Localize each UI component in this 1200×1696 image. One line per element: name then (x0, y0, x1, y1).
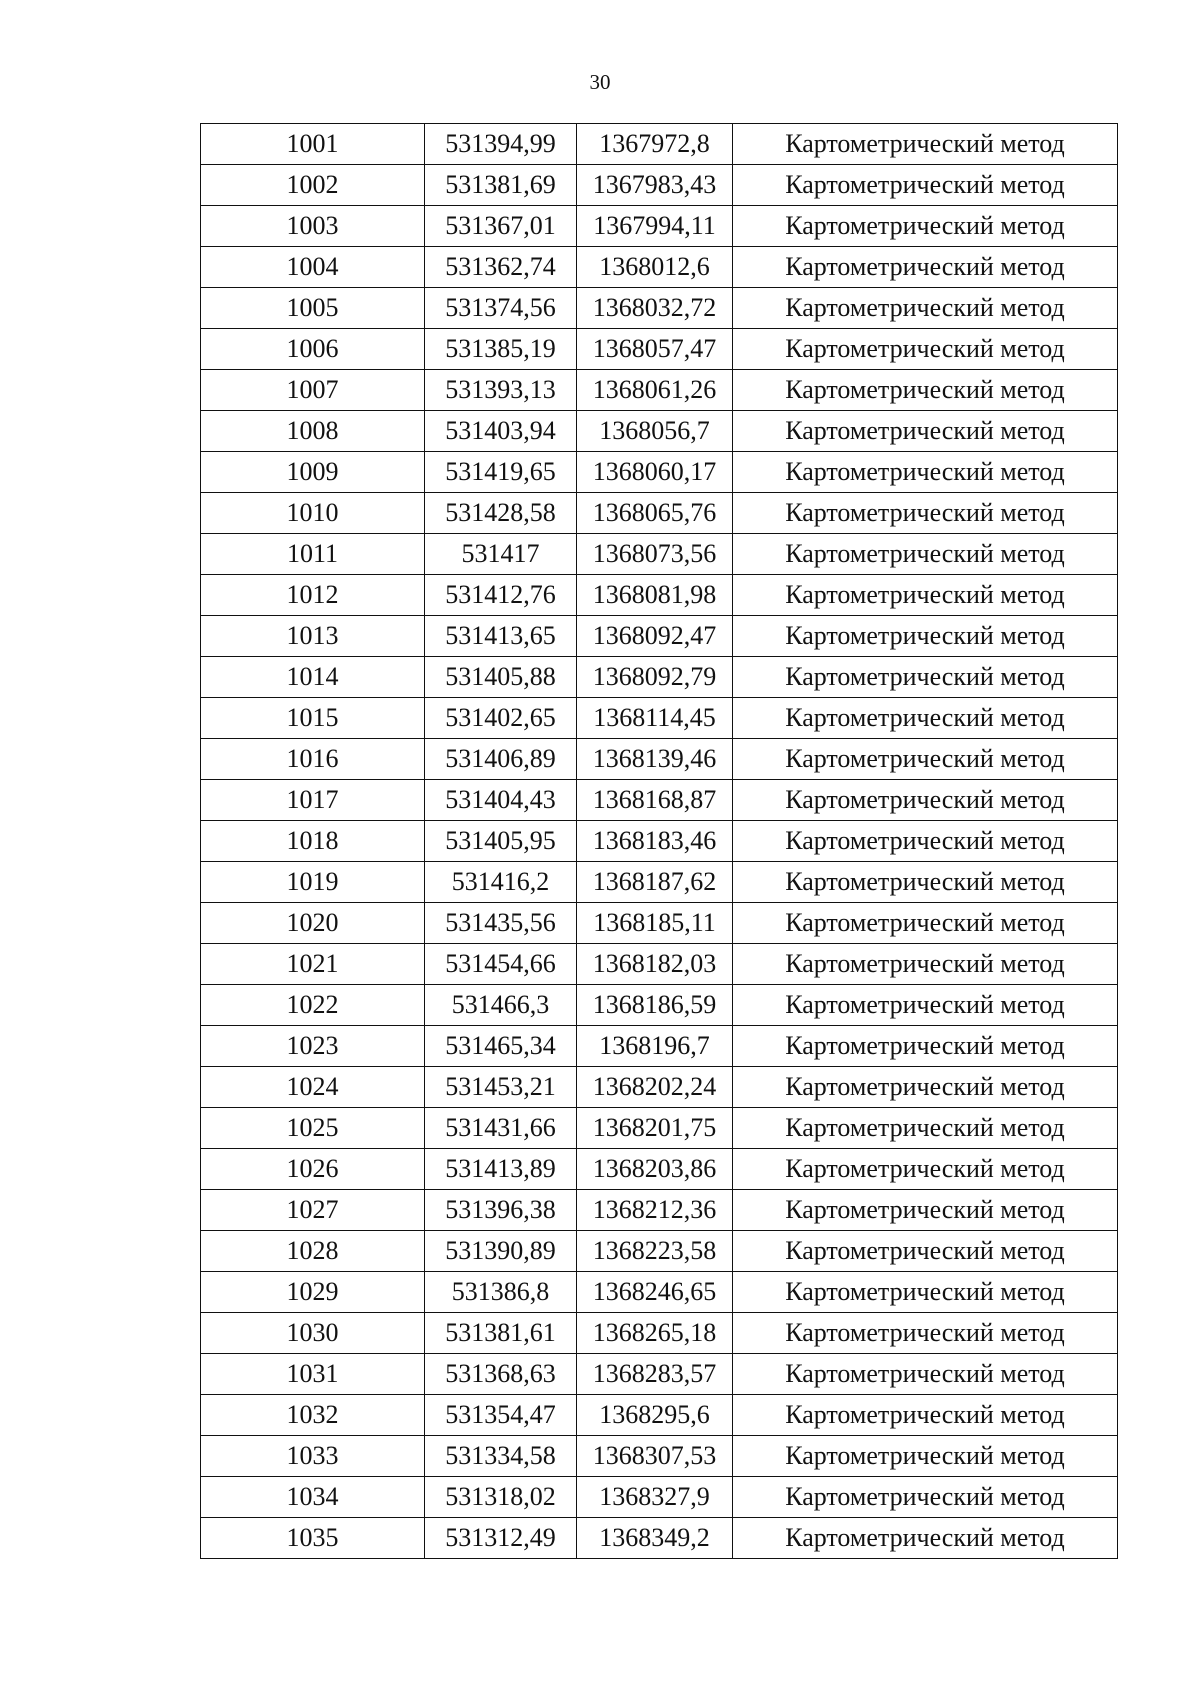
y-coordinate-cell: 1368060,17 (577, 452, 733, 493)
method-cell: Картометрический метод (733, 1149, 1118, 1190)
method-cell: Картометрический метод (733, 1313, 1118, 1354)
table-row (201, 985, 1118, 1026)
point-number-cell: 1021 (201, 944, 425, 985)
x-coordinate-cell: 531419,65 (425, 452, 577, 493)
method-cell: Картометрический метод (733, 1108, 1118, 1149)
point-number-cell: 1007 (201, 370, 425, 411)
point-number-cell: 1033 (201, 1436, 425, 1477)
method-cell: Картометрический метод (733, 1231, 1118, 1272)
x-coordinate-cell: 531318,02 (425, 1477, 577, 1518)
method-cell: Картометрический метод (733, 1067, 1118, 1108)
y-coordinate-cell: 1368073,56 (577, 534, 733, 575)
table-row (201, 452, 1118, 493)
y-coordinate-cell: 1368283,57 (577, 1354, 733, 1395)
table-row (201, 411, 1118, 452)
point-number-cell: 1012 (201, 575, 425, 616)
y-coordinate-cell: 1368212,36 (577, 1190, 733, 1231)
y-coordinate-cell: 1367972,8 (577, 124, 733, 165)
x-coordinate-cell: 531362,74 (425, 247, 577, 288)
y-coordinate-cell: 1368295,6 (577, 1395, 733, 1436)
point-number-cell: 1027 (201, 1190, 425, 1231)
table-row (201, 1518, 1118, 1559)
x-coordinate-cell: 531354,47 (425, 1395, 577, 1436)
y-coordinate-cell: 1368092,79 (577, 657, 733, 698)
x-coordinate-cell: 531413,89 (425, 1149, 577, 1190)
x-coordinate-cell: 531454,66 (425, 944, 577, 985)
y-coordinate-cell: 1368186,59 (577, 985, 733, 1026)
point-number-cell: 1009 (201, 452, 425, 493)
y-coordinate-cell: 1368349,2 (577, 1518, 733, 1559)
table-row (201, 1108, 1118, 1149)
y-coordinate-cell: 1368056,7 (577, 411, 733, 452)
method-cell: Картометрический метод (733, 657, 1118, 698)
x-coordinate-cell: 531394,99 (425, 124, 577, 165)
method-cell: Картометрический метод (733, 575, 1118, 616)
method-cell: Картометрический метод (733, 124, 1118, 165)
x-coordinate-cell: 531385,19 (425, 329, 577, 370)
point-number-cell: 1005 (201, 288, 425, 329)
table-row (201, 698, 1118, 739)
x-coordinate-cell: 531417 (425, 534, 577, 575)
x-coordinate-cell: 531416,2 (425, 862, 577, 903)
method-cell: Картометрический метод (733, 288, 1118, 329)
table-row (201, 493, 1118, 534)
table-row (201, 1313, 1118, 1354)
point-number-cell: 1015 (201, 698, 425, 739)
point-number-cell: 1022 (201, 985, 425, 1026)
table-row (201, 1477, 1118, 1518)
x-coordinate-cell: 531386,8 (425, 1272, 577, 1313)
x-coordinate-cell: 531465,34 (425, 1026, 577, 1067)
y-coordinate-cell: 1368081,98 (577, 575, 733, 616)
table-row (201, 1436, 1118, 1477)
x-coordinate-cell: 531406,89 (425, 739, 577, 780)
point-number-cell: 1026 (201, 1149, 425, 1190)
point-number-cell: 1002 (201, 165, 425, 206)
method-cell: Картометрический метод (733, 616, 1118, 657)
x-coordinate-cell: 531381,61 (425, 1313, 577, 1354)
x-coordinate-cell: 531402,65 (425, 698, 577, 739)
method-cell: Картометрический метод (733, 698, 1118, 739)
y-coordinate-cell: 1368061,26 (577, 370, 733, 411)
y-coordinate-cell: 1368185,11 (577, 903, 733, 944)
point-number-cell: 1010 (201, 493, 425, 534)
table-row (201, 780, 1118, 821)
x-coordinate-cell: 531374,56 (425, 288, 577, 329)
table-row (201, 206, 1118, 247)
y-coordinate-cell: 1368114,45 (577, 698, 733, 739)
table-row (201, 903, 1118, 944)
x-coordinate-cell: 531403,94 (425, 411, 577, 452)
y-coordinate-cell: 1368201,75 (577, 1108, 733, 1149)
table-row (201, 329, 1118, 370)
coordinates-table-body (201, 124, 1118, 1559)
method-cell: Картометрический метод (733, 1518, 1118, 1559)
point-number-cell: 1028 (201, 1231, 425, 1272)
table-row (201, 370, 1118, 411)
method-cell: Картометрический метод (733, 370, 1118, 411)
method-cell: Картометрический метод (733, 739, 1118, 780)
y-coordinate-cell: 1368057,47 (577, 329, 733, 370)
x-coordinate-cell: 531334,58 (425, 1436, 577, 1477)
point-number-cell: 1008 (201, 411, 425, 452)
table-row (201, 657, 1118, 698)
y-coordinate-cell: 1368182,03 (577, 944, 733, 985)
y-coordinate-cell: 1368196,7 (577, 1026, 733, 1067)
table-row (201, 1354, 1118, 1395)
table-row (201, 944, 1118, 985)
table-row (201, 1231, 1118, 1272)
method-cell: Картометрический метод (733, 903, 1118, 944)
x-coordinate-cell: 531390,89 (425, 1231, 577, 1272)
y-coordinate-cell: 1368327,9 (577, 1477, 733, 1518)
x-coordinate-cell: 531466,3 (425, 985, 577, 1026)
point-number-cell: 1018 (201, 821, 425, 862)
method-cell: Картометрический метод (733, 1477, 1118, 1518)
y-coordinate-cell: 1367994,11 (577, 206, 733, 247)
point-number-cell: 1013 (201, 616, 425, 657)
method-cell: Картометрический метод (733, 165, 1118, 206)
point-number-cell: 1023 (201, 1026, 425, 1067)
y-coordinate-cell: 1368139,46 (577, 739, 733, 780)
method-cell: Картометрический метод (733, 780, 1118, 821)
point-number-cell: 1016 (201, 739, 425, 780)
point-number-cell: 1014 (201, 657, 425, 698)
x-coordinate-cell: 531393,13 (425, 370, 577, 411)
table-row (201, 821, 1118, 862)
x-coordinate-cell: 531428,58 (425, 493, 577, 534)
table-row (201, 739, 1118, 780)
point-number-cell: 1011 (201, 534, 425, 575)
method-cell: Картометрический метод (733, 985, 1118, 1026)
method-cell: Картометрический метод (733, 1436, 1118, 1477)
point-number-cell: 1035 (201, 1518, 425, 1559)
y-coordinate-cell: 1368187,62 (577, 862, 733, 903)
method-cell: Картометрический метод (733, 411, 1118, 452)
y-coordinate-cell: 1368065,76 (577, 493, 733, 534)
point-number-cell: 1001 (201, 124, 425, 165)
method-cell: Картометрический метод (733, 1395, 1118, 1436)
table-row (201, 165, 1118, 206)
y-coordinate-cell: 1368223,58 (577, 1231, 733, 1272)
y-coordinate-cell: 1368265,18 (577, 1313, 733, 1354)
x-coordinate-cell: 531413,65 (425, 616, 577, 657)
coordinates-table (200, 123, 1118, 1559)
method-cell: Картометрический метод (733, 1272, 1118, 1313)
x-coordinate-cell: 531404,43 (425, 780, 577, 821)
x-coordinate-cell: 531312,49 (425, 1518, 577, 1559)
method-cell: Картометрический метод (733, 1354, 1118, 1395)
method-cell: Картометрический метод (733, 206, 1118, 247)
y-coordinate-cell: 1368183,46 (577, 821, 733, 862)
table-row (201, 1272, 1118, 1313)
point-number-cell: 1017 (201, 780, 425, 821)
method-cell: Картометрический метод (733, 862, 1118, 903)
y-coordinate-cell: 1368307,53 (577, 1436, 733, 1477)
table-row (201, 247, 1118, 288)
table-row (201, 862, 1118, 903)
point-number-cell: 1003 (201, 206, 425, 247)
x-coordinate-cell: 531453,21 (425, 1067, 577, 1108)
x-coordinate-cell: 531412,76 (425, 575, 577, 616)
x-coordinate-cell: 531396,38 (425, 1190, 577, 1231)
y-coordinate-cell: 1368092,47 (577, 616, 733, 657)
point-number-cell: 1024 (201, 1067, 425, 1108)
x-coordinate-cell: 531405,88 (425, 657, 577, 698)
table-row (201, 616, 1118, 657)
method-cell: Картометрический метод (733, 493, 1118, 534)
method-cell: Картометрический метод (733, 452, 1118, 493)
table-row (201, 575, 1118, 616)
y-coordinate-cell: 1368032,72 (577, 288, 733, 329)
table-row (201, 534, 1118, 575)
table-row (201, 1395, 1118, 1436)
page-number: 30 (589, 70, 611, 94)
x-coordinate-cell: 531368,63 (425, 1354, 577, 1395)
table-row (201, 1067, 1118, 1108)
table-row (201, 1026, 1118, 1067)
x-coordinate-cell: 531405,95 (425, 821, 577, 862)
method-cell: Картометрический метод (733, 534, 1118, 575)
point-number-cell: 1031 (201, 1354, 425, 1395)
x-coordinate-cell: 531367,01 (425, 206, 577, 247)
table-row (201, 1190, 1118, 1231)
y-coordinate-cell: 1367983,43 (577, 165, 733, 206)
y-coordinate-cell: 1368203,86 (577, 1149, 733, 1190)
y-coordinate-cell: 1368202,24 (577, 1067, 733, 1108)
method-cell: Картометрический метод (733, 944, 1118, 985)
method-cell: Картометрический метод (733, 1190, 1118, 1231)
point-number-cell: 1006 (201, 329, 425, 370)
y-coordinate-cell: 1368168,87 (577, 780, 733, 821)
method-cell: Картометрический метод (733, 247, 1118, 288)
table-row (201, 1149, 1118, 1190)
x-coordinate-cell: 531431,66 (425, 1108, 577, 1149)
y-coordinate-cell: 1368246,65 (577, 1272, 733, 1313)
x-coordinate-cell: 531435,56 (425, 903, 577, 944)
method-cell: Картометрический метод (733, 329, 1118, 370)
method-cell: Картометрический метод (733, 1026, 1118, 1067)
point-number-cell: 1032 (201, 1395, 425, 1436)
point-number-cell: 1034 (201, 1477, 425, 1518)
method-cell: Картометрический метод (733, 821, 1118, 862)
table-row (201, 124, 1118, 165)
point-number-cell: 1004 (201, 247, 425, 288)
x-coordinate-cell: 531381,69 (425, 165, 577, 206)
point-number-cell: 1029 (201, 1272, 425, 1313)
point-number-cell: 1025 (201, 1108, 425, 1149)
y-coordinate-cell: 1368012,6 (577, 247, 733, 288)
point-number-cell: 1020 (201, 903, 425, 944)
point-number-cell: 1030 (201, 1313, 425, 1354)
point-number-cell: 1019 (201, 862, 425, 903)
table-row (201, 288, 1118, 329)
